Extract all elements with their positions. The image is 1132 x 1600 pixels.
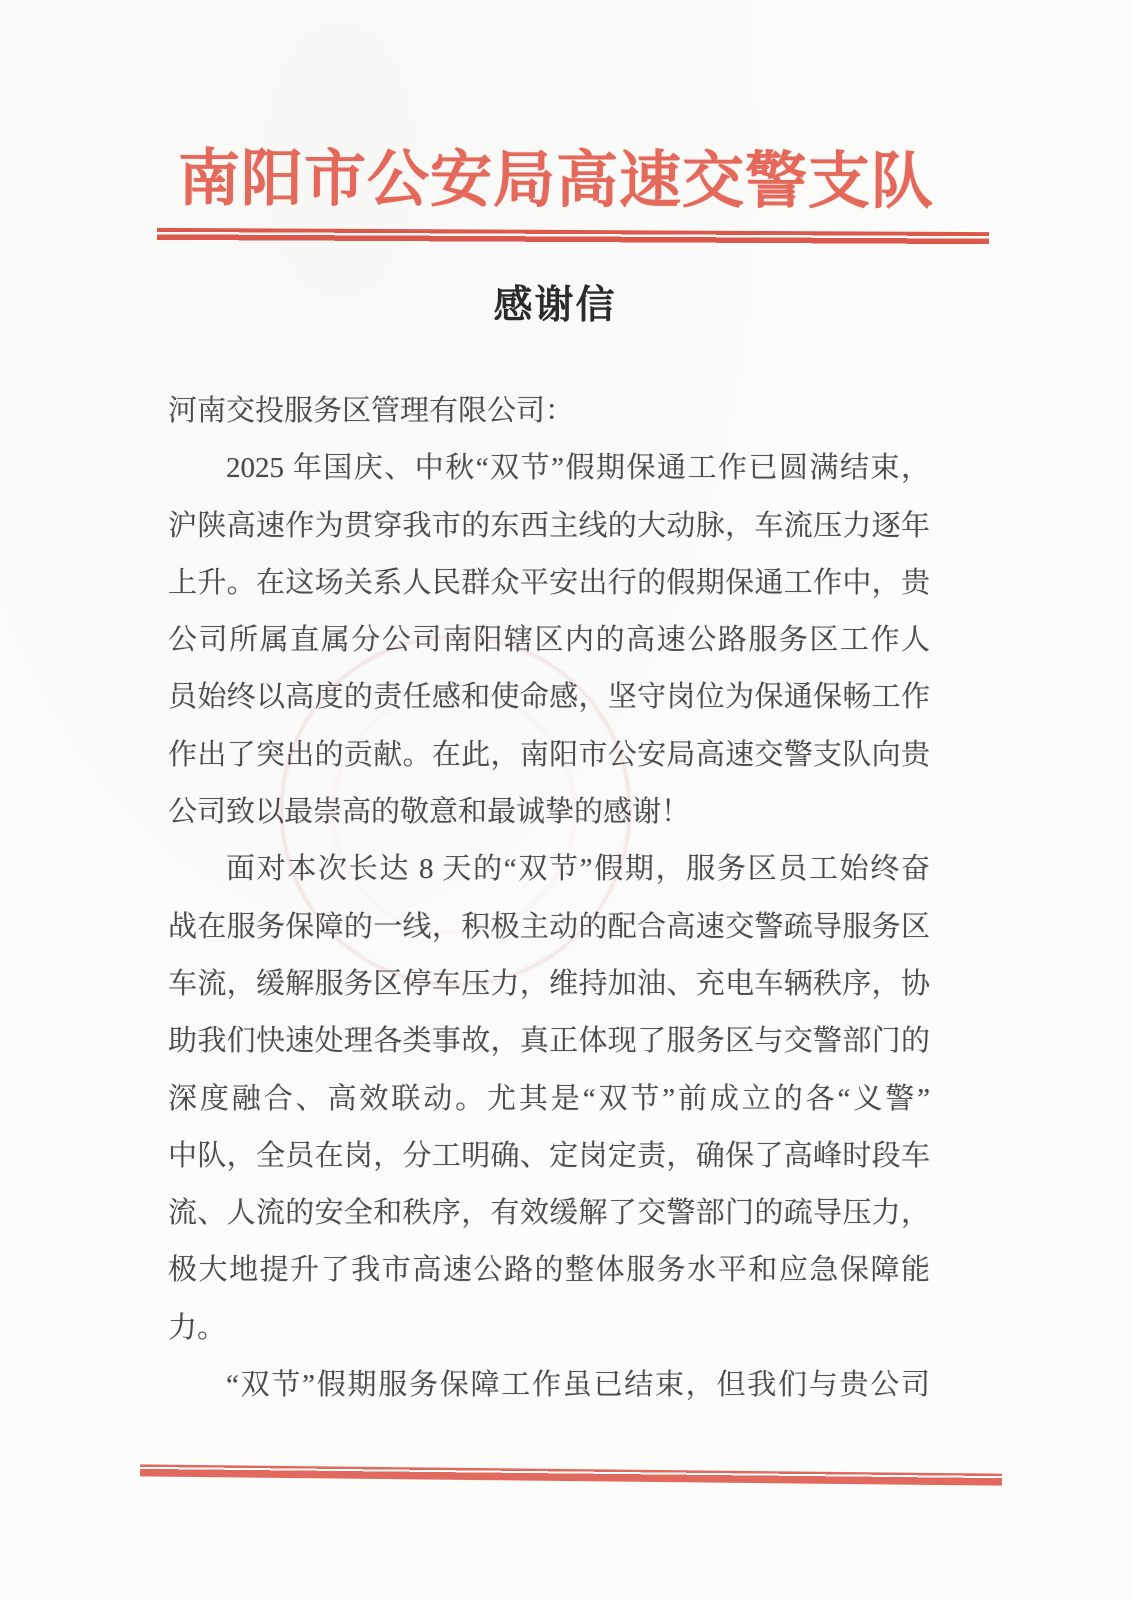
letter-body bbox=[168, 383, 930, 1414]
body-line: “双节”假期服务保障工作虽已结束，但我们与贵公司 bbox=[226, 1369, 930, 1402]
body-line: 员始终以高度的责任感和使命感，坚守岗位为保通保畅工作 bbox=[168, 681, 930, 714]
letterhead-title: 南阳市公安局高速交警支队 bbox=[177, 145, 935, 217]
document-title: 感谢信 bbox=[493, 284, 617, 327]
body-line: 2025 年国庆、中秋“双节”假期保通工作已圆满结束， bbox=[226, 452, 930, 485]
body-line: 公司所属直属分公司南阳辖区内的高速公路服务区工作人 bbox=[168, 624, 930, 657]
body-line: 深度融合、高效联动。尤其是“双节”前成立的各“义警” bbox=[168, 1082, 930, 1115]
body-line: 公司致以最崇高的敬意和最诚挚的感谢！ bbox=[168, 796, 691, 829]
body-line: 作出了突出的贡献。在此，南阳市公安局高速交警支队向贵 bbox=[168, 738, 930, 771]
body-line: 面对本次长达 8 天的“双节”假期，服务区员工始终奋 bbox=[226, 853, 930, 886]
body-line: 车流，缓解服务区停车压力，维持加油、充电车辆秩序，协 bbox=[168, 967, 930, 1000]
body-line: 中队，全员在岗，分工明确、定岗定责，确保了高峰时段车 bbox=[168, 1139, 930, 1172]
body-line: 助我们快速处理各类事故，真正体现了服务区与交警部门的 bbox=[168, 1025, 930, 1058]
salutation: 河南交投服务区管理有限公司： bbox=[168, 395, 575, 427]
body-line: 力。 bbox=[168, 1311, 227, 1344]
body-line: 沪陕高速作为贯穿我市的东西主线的大动脉，车流压力逐年 bbox=[168, 509, 930, 542]
letterhead-rule bbox=[157, 228, 989, 245]
body-line: 上升。在这场关系人民群众平安出行的假期保通工作中，贵 bbox=[168, 566, 930, 599]
body-line: 流、人流的安全和秩序，有效缓解了交警部门的疏导压力， bbox=[168, 1197, 930, 1230]
body-line: 战在服务保障的一线，积极主动的配合高速交警疏导服务区 bbox=[168, 910, 930, 943]
footer-rule bbox=[140, 1464, 1002, 1485]
body-line: 极大地提升了我市高速公路的整体服务水平和应急保障能 bbox=[168, 1254, 930, 1287]
